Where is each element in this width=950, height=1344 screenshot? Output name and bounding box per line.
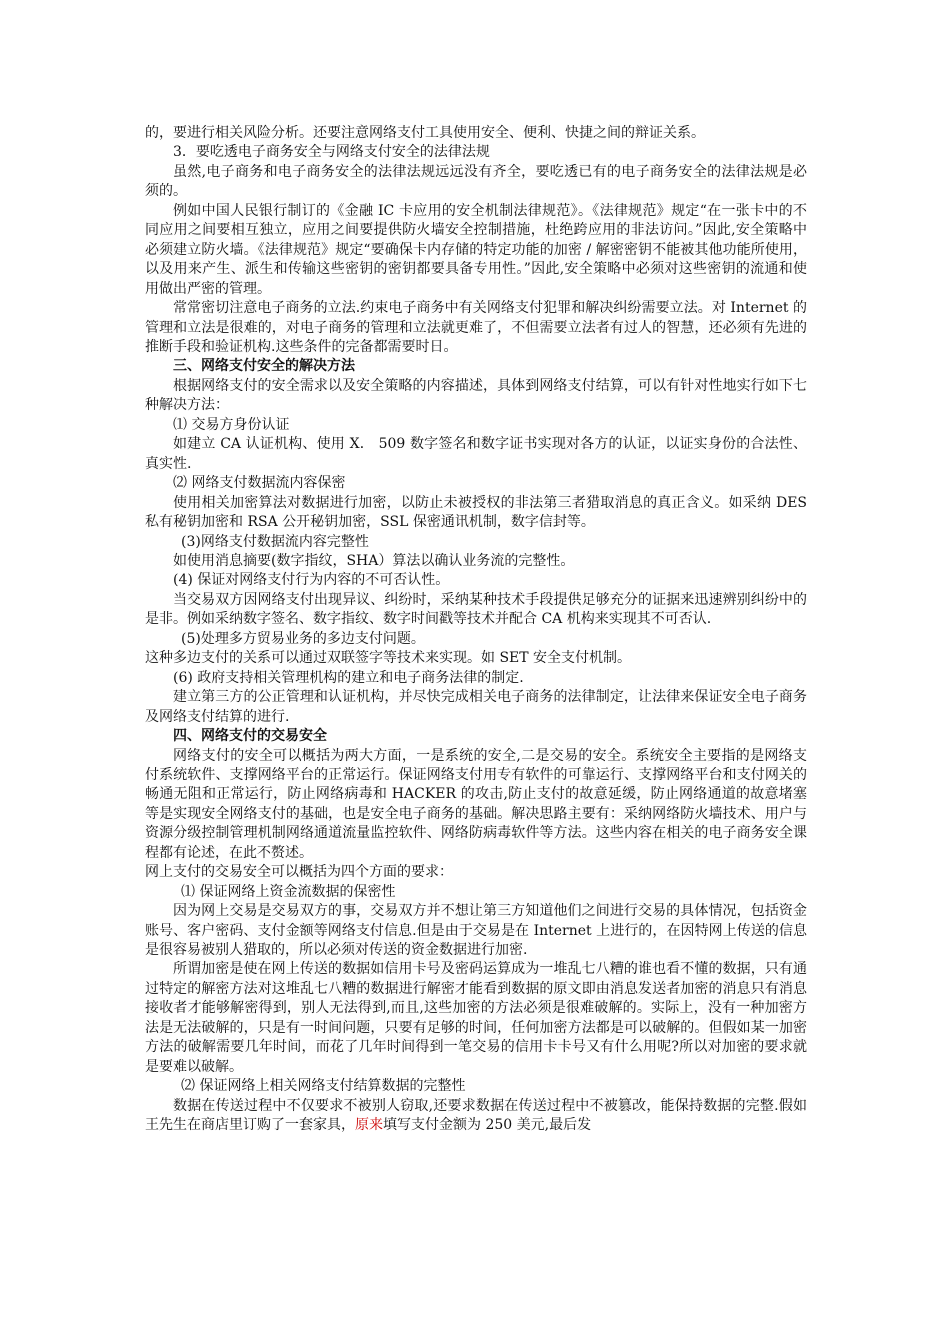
list-item-heading: (6) 政府支持相关管理机构的建立和电子商务法律的制定. [173, 669, 524, 686]
paragraph-text-before: 数据在传送过程中不仅要求不被别人窃取,还要求数据在传送过程中不被篡改，能保持数据的完整.假如王先生在商店里订购了一套家具， [145, 1097, 807, 1134]
document-body [145, 124, 807, 1136]
section-heading: 三、网络支付安全的解决方法 [173, 358, 355, 375]
section-heading: 四、网络支付的交易安全 [173, 728, 327, 745]
paragraph: 所谓加密是使在网上传送的数据如信用卡号及密码运算成为一堆乱七八糟的谁也看不懂的数据，只有通过特定的解密方法对这堆乱七八糟的数据进行解密才能看到数据的原文即由消息发送者加密的消息只有消息接收者才能够解密得到，别人无法得到,而且,这些加密的方法必须是很难破解的。实际上，没有一种加密方法是无法破解的，只是有一时间问题，只要有足够的时间，任何加密方法都是可以破解的。但假如某一加密方法的破解需要几年时间，而花了几年时间得到一笔交易的信用卡卡号又有什么用呢?所以对加密的要求就是要难以破解。 [145, 961, 807, 1075]
paragraph: 网上支付的交易安全可以概括为四个方面的要求： [145, 864, 453, 881]
list-item-heading: (5)处理多方贸易业务的多边支付问题。 [181, 630, 425, 647]
paragraph: 根据网络支付的安全需求以及安全策略的内容描述，具体到网络支付结算，可以有针对性地实行如下七种解决方法： [145, 377, 807, 414]
paragraph: 这种多边支付的关系可以通过双联签字等技术来实现。如 SET 安全支付机制。 [145, 650, 632, 667]
paragraph: 建立第三方的公正管理和认证机构，并尽快完成相关电子商务的法律制定，让法律来保证安全电子商务及网络支付结算的进行. [145, 689, 807, 725]
list-item-heading: (3)网络支付数据流内容完整性 [181, 533, 369, 550]
paragraph: 因为网上交易是交易双方的事，交易双方并不想让第三方知道他们之间进行交易的具体情况，包括资金账号、客户密码、支付金额等网络支付信息.但是由于交易是在 Internet 上进行的，在因特网上传送的信息是很容易被别人猎取的，所以必须对传送的资金数据进行加密. [145, 903, 807, 959]
list-item-heading: ⑴ 交易方身份认证 [173, 416, 290, 433]
paragraph: 例如中国人民银行制订的《金融 IC 卡应用的安全机制法律规范》。《法律规范》规定“在一张卡中的不同应用之间要相互独立，应用之间要提供防火墙安全控制措施，杜绝跨应用的非法访问。”因此,安全策略中必须建立防火墙。《法律规范》规定“要确保卡内存储的特定功能的加密 / 解密密钥不能被其他功能所使用，以及用来产生、派生和传输这些密钥的密钥都要具备专用性。”因此,安全策略中必须对这些密钥的流通和使用做出严密的管理。 [145, 202, 807, 297]
list-item-heading: (4) 保证对网络支付行为内容的不可否认性。 [173, 572, 450, 589]
list-item-heading: ⑵ 保证网络上相关网络支付结算数据的完整性 [181, 1078, 466, 1095]
paragraph: 使用相关加密算法对数据进行加密，以防止未被授权的非法第三者猎取消息的真正含义。如采纳 DES 私有秘钥加密和 RSA 公开秘钥加密，SSL 保密通讯机制，数字信封等。 [145, 494, 807, 531]
highlighted-word: 原来 [355, 1117, 383, 1134]
paragraph: 如建立 CA 认证机构、使用 X． 509 数字签名和数字证书实现对各方的认证，以证实身份的合法性、真实性. [145, 436, 807, 472]
paragraph: 常常密切注意电子商务的立法.约束电子商务中有关网络支付犯罪和解决纠纷需要立法。对 Internet 的管理和立法是很难的，对电子商务的管理和立法就更难了，不但需要立法者有过人的智慧，还必须有先进的推断手段和验证机构.这些条件的完备都需要时日。 [145, 300, 807, 355]
list-item-heading: ⑴ 保证网络上资金流数据的保密性 [181, 883, 396, 900]
paragraph-text-after: 填写支付金额为 250 美元,最后发 [383, 1117, 592, 1134]
paragraph: 当交易双方因网络支付出现异议、纠纷时，采纳某种技术手段提供足够充分的证据来迅速辨别纠纷中的是非。例如采纳数字签名、数字指纹、数字时间戳等技术并配合 CA 机构来实现其不可否认. [145, 591, 807, 628]
paragraph-last [145, 1097, 807, 1136]
paragraph: 如使用消息摘要(数字指纹，SHA）算法以确认业务流的完整性。 [173, 552, 575, 569]
paragraph: 虽然,电子商务和电子商务安全的法律法规远远没有齐全，要吃透已有的电子商务安全的法律法规是必须的。 [145, 163, 807, 200]
paragraph: 网络支付的安全可以概括为两大方面，一是系统的安全,二是交易的安全。系统安全主要指的是网络支付系统软件、支撑网络平台的正常运行。保证网络支付用专有软件的可靠运行、支撑网络平台和支付网关的畅通无阻和正常运行，防止网络病毒和 HACKER 的攻击,防止支付的故意延缓，防止网络通道的故意堵塞等是实现安全网络支付的基础，也是安全电子商务的基础。解决思路主要有：采纳网络防火墙技术、用户与资源分级控制管理机制网络通道流量监控软件、网络防病毒软件等方法。这些内容在相关的电子商务安全课程都有论述，在此不赘述。 [145, 747, 807, 861]
section-subheading: 3．要吃透电子商务安全与网络支付安全的法律法规 [173, 144, 490, 161]
list-item-heading: ⑵ 网络支付数据流内容保密 [173, 475, 346, 492]
paragraph: 的，要进行相关风险分析。还要注意网络支付工具使用安全、便利、快捷之间的辩证关系。 [145, 125, 705, 141]
